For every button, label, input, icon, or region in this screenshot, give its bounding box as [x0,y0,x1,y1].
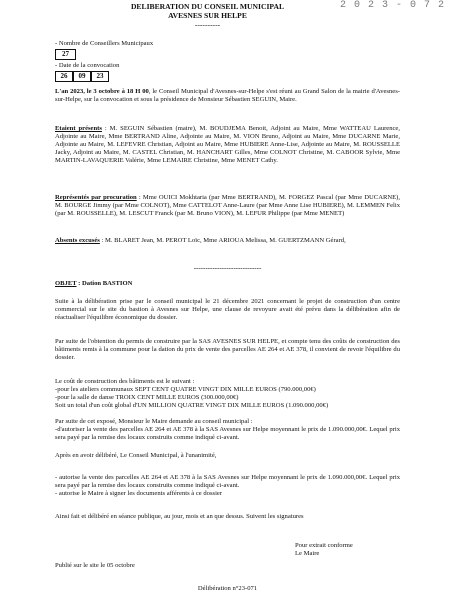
mayor-request-intro: Par suite de cet exposé, Monsieur le Maire demande au conseil municipal : [55,418,253,425]
decision-sale: - autorise la vente des parcelles AE 264 et AE 378 à la SAS Avesnes sur Helpe moyennant le prix de 1.090.000,00€. Lequel prix sera payé par la remise des locaux construits comme indiqué ci-avant. [55,474,400,490]
deliberation-line: Après en avoir délibéré, Le Conseil Municipal, à l'unanimité, [55,452,217,459]
present-label: Etaient présents [55,125,102,132]
absent-list: : M. BLARET Jean, M. PEROT Loïc, Mme ARIOUA Melissa, M. GUERTZMANN Gérard, [99,237,346,244]
footer-reference: Délibération n°23-071 [197,585,258,592]
object-line [55,280,400,288]
cost-workshops: -pour les ateliers communaux SEPT CENT QUATRE VINGT DIX MILLE EUROS (790.000,00€) [55,386,316,394]
intro-text: , le Conseil Municipal d'Avesnes-sur-Helpe s'est réuni au Grand Salon de la mairie d'Avesnes-sur-Helpe, sur la convocation et sous la présidence de Monsieur Sébastien SEGUIN, Maire. [55,88,400,104]
cost-total: Soit un total d'un coût global d'UN MILLION QUATRE VINGT DIX MILLE EUROS (1.090.000,00€) [55,402,329,410]
publication-note: Publié sur le site le 05 octobre [55,562,135,569]
convocation-month-box: 09 [73,71,91,82]
paragraph-permit: Par suite de l'obtention du permis de construire par la SAS AVESNES SUR HELPE, et compte tenu des coûts de construction des bâtiments remis à la commune pour la dation du prix de vente des parcelles AE 264 et AE 378, il convient de revoir l'équilibre du dossier. [55,338,400,362]
closing-line: Ainsi fait et délibéré en séance publique, au jour, mois et an que dessus. Suivent les signatures [55,513,304,520]
councillors-count-box: 27 [55,49,76,60]
convocation-year-box: 23 [91,71,109,82]
absent-paragraph [55,237,400,245]
decision-block [55,474,400,498]
cost-dance-hall: -pour la salle de danse TROIX CENT MILLE EUROS (300.000,00€) [55,394,239,402]
intro-lead: L'an 2023, le 3 octobre à 18 H 00 [55,88,149,95]
absent-label: Absents excusés [55,237,100,244]
signature-line-1: Pour extrait conforme [295,542,353,549]
convocation-day-box: 26 [55,71,73,82]
intro-paragraph [55,88,400,104]
convocation-label: - Date de la convocation [55,62,120,69]
mayor-request-block [55,418,400,442]
title-rule: ---------- [194,19,221,29]
deliberation-reference-stamp: 2 0 2 3 - 0 7 2 [340,0,446,11]
cost-intro: Le coût de construction des bâtiments est le suivant : [55,378,195,385]
title-line-1: DELIBERATION DU CONSEIL MUNICIPAL [130,2,285,11]
mayor-request-text: -d'autoriser la vente des parcelles AE 264 et AE 378 à la SAS Avesnes sur Helpe moyennant le prix de 1.090.000,00€. Lequel prix sera payé par la remise des locaux construits comme indiqué ci-avant. [55,426,400,442]
object-label: OBJET [55,280,77,287]
proxies-label: Représentés par procuration [55,194,137,201]
proxies-paragraph [55,194,400,218]
document-title [95,3,320,30]
section-separator: ----------------------------- [193,264,262,272]
decision-sign: - autorise le Maire à signer les documents afférents à ce dossier [55,490,223,498]
signature-line-2: Le Maire [295,550,320,558]
present-paragraph [55,125,400,165]
cost-block [55,378,400,410]
paragraph-resolution-background: Suite à la délibération prise par le conseil municipal le 21 décembre 2021 concernant le projet de construction d'un centre commercial sur le site du bastion à Avesnes sur Helpe, une clause de revoyure avait été prévu dans la délibération afin de réactualiser l'équilibre économique du dossier. [55,298,400,322]
title-line-2: AVESNES SUR HELPE [168,10,247,20]
signature-block [295,542,353,558]
councillors-label: - Nombre de Conseillers Municipaux [55,40,154,47]
present-list: : M. SEGUIN Sébastien (maire), M. BOUDJEMA Benoit, Adjoint au Maire, Mme WATTEAU Laurence, Adjointe au Maire, Mme BERTRAND Aline, Adjointe au Maire, M. VION Bruno, Adjoint au Maire, Mme DUCARNE Marie, Adjointe au Maire, M. LEFEVRE Christian, Adjoint au Maire, Mme HUBIERE Anne-Lise, Adjointe au Maire, M. ROUSSELLE Jacky, Adjoint au Maire, M. CASTEL Christian, M. HANCHART Gilles, Mme COLNOT Christine, M. CABOOR Sylvie, Mme MARTIN-LAVAQUERIE Valérie, Mme LEMAIRE Christine, Mme MENET Cathy. [55,125,400,165]
proxies-list: : Mme OUICI Mokhtaria (par Mme BERTRAND), M. FORGEZ Pascal (par Mme DUCARNE), M. BOURGE Jimmy (par Mme COLNOT), Mme CATTELOT Anne-Laure (par Mme Anne Lise HUBIERE), M. LEMMEN Felix (par M. ROUSSELLE), M. LESCUT Franck (par M. Bruno VION), M. LEFUR Philippe (par Mme MENET) [55,194,400,218]
object-text: : Dation BASTION [76,280,133,287]
